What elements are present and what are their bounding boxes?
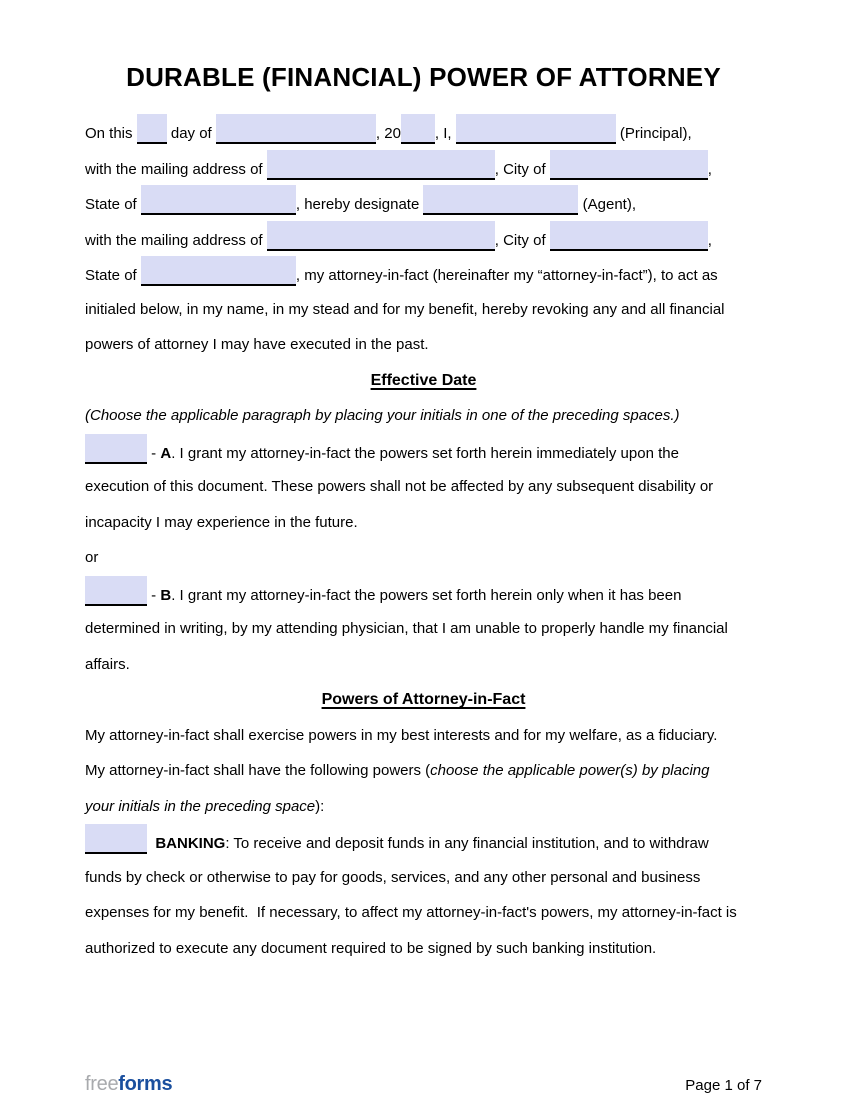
text-run: . I grant my attorney-in-fact the powers set forth herein immediately upon the [171,444,679,462]
text-run: - [147,444,161,462]
text-run: State of [85,196,141,213]
agent-address-field[interactable] [267,221,495,251]
text-run: authorized to execute any document required to be signed by such banking institution. [85,939,657,957]
year-field[interactable] [401,114,435,144]
option-a-line-1 [85,434,762,470]
text-run: expenses for my benefit. If necessary, to affect my attorney-in-fact's powers, my attorney-in-fact is [85,904,737,921]
opening-line-3 [85,185,762,221]
option-a-initials-field[interactable] [85,434,147,464]
text-run: (Agent), [578,196,636,213]
powers-intro-line-1 [85,718,762,754]
text-run: with the mailing address of [85,231,267,249]
text-run: : To receive and deposit funds in any financial institution, and to withdraw [225,835,709,852]
section-heading-effective-date [85,363,762,399]
text-run: Effective Date [370,371,477,389]
text-run: , my attorney-in-fact (hereinafter my “attorney-in-fact”), to act as [295,267,718,284]
document-body [85,114,762,966]
logo-text-free: free [85,1073,119,1095]
section-heading-powers [85,682,762,718]
banking-power-line-2 [85,860,762,896]
agent-state-field[interactable] [141,256,296,286]
day-field[interactable] [137,114,167,144]
principal-city-field[interactable] [550,150,708,180]
option-b-line-3 [85,647,762,683]
bold-text-run: BANKING [155,835,226,852]
opening-line-1 [85,114,762,150]
page-footer [85,1072,762,1096]
powers-intro-line-3 [85,789,762,825]
month-field[interactable] [216,114,376,144]
opening-line-6 [85,292,762,328]
text-run: , [707,160,712,178]
powers-intro-line-2 [85,753,762,789]
option-b-line-2 [85,611,762,647]
text-run: ): [315,797,325,815]
italic-text-run: your initials in the preceding space [85,797,316,815]
text-run: - [147,586,161,604]
text-run: , [707,231,712,249]
freeforms-logo [85,1072,172,1096]
opening-line-4 [85,221,762,257]
text-run: determined in writing, by my attending physician, that I am unable to properly handle my financial [85,620,728,637]
text-run: Powers of Attorney-in-Fact [321,691,526,708]
banking-power-line-1 [85,824,762,860]
text-run: My attorney-in-fact shall have the following powers ( [85,762,431,779]
or-line [85,540,762,576]
text-run: , City of [494,160,550,178]
text-run: , City of [494,231,550,249]
bold-text-run: A [160,444,172,462]
document-page [0,62,847,1099]
text-run: with the mailing address of [85,160,267,178]
text-run: initialed below, in my name, in my stead and for my benefit, hereby revoking any and all financial [85,300,725,318]
document-title: DURABLE (FINANCIAL) POWER OF ATTORNEY [126,62,721,92]
text-run: State of [85,267,141,284]
option-a-line-3 [85,505,762,541]
text-run: or [85,549,99,566]
text-run: , 20 [375,125,401,142]
opening-line-5 [85,256,762,292]
option-b-initials-field[interactable] [85,576,147,606]
principal-address-field[interactable] [267,150,495,180]
bold-text-run: B [160,586,172,604]
banking-initials-field[interactable] [85,824,147,854]
text-run: funds by check or otherwise to pay for goods, services, and any other personal and business [85,868,701,886]
text-run: execution of this document. These powers shall not be affected by any subsequent disability or [85,478,714,495]
agent-city-field[interactable] [550,221,708,251]
banking-power-line-4 [85,931,762,967]
principal-state-field[interactable] [141,185,296,215]
text-run: incapacity I may experience in the future. [85,513,358,531]
principal-name-field[interactable] [456,114,616,144]
text-run: . I grant my attorney-in-fact the powers set forth herein only when it has been [171,586,682,604]
text-run: (Principal), [615,125,692,142]
text-run: powers of attorney I may have executed in the past. [85,336,429,353]
agent-name-field[interactable] [423,185,578,215]
text-run: My attorney-in-fact shall exercise powers in my best interests and for my welfare, as a fiduciary. [85,726,718,744]
opening-line-7 [85,327,762,363]
text-run: day of [166,125,216,142]
opening-line-2 [85,150,762,186]
italic-text-run: (Choose the applicable paragraph by placing your initials in one of the preceding spaces.) [85,407,680,424]
text-run: On this [85,125,137,142]
text-run: , I, [434,125,456,142]
banking-power-line-3 [85,895,762,931]
italic-text-run: choose the applicable power(s) by placing [430,762,710,779]
page-number: Page 1 of 7 [685,1077,762,1094]
logo-text-forms: forms [118,1073,173,1095]
option-a-line-2 [85,469,762,505]
option-b-line-1 [85,576,762,612]
text-run: , hereby designate [295,196,424,213]
effective-date-instruction [85,398,762,434]
text-run: affairs. [85,655,130,673]
